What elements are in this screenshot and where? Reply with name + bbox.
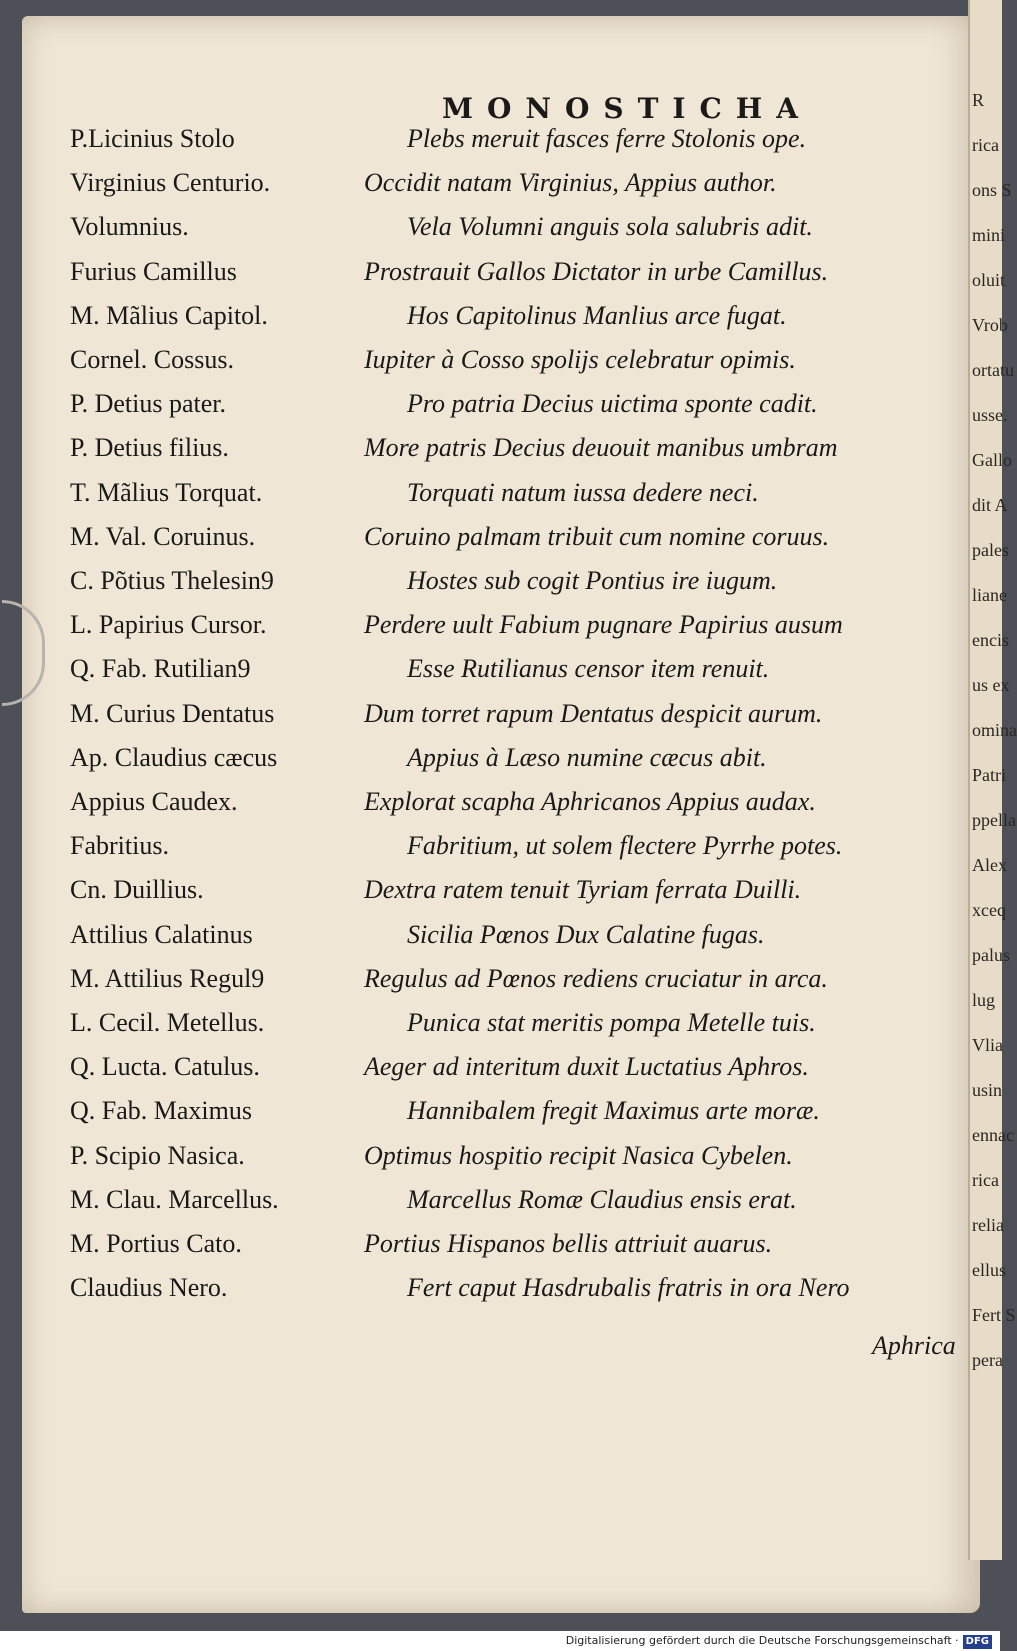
verse-line: Esse Rutilianus censor item renuit. [407, 654, 770, 684]
person-name: Virginius Centurio. [70, 168, 271, 198]
person-name: P. Detius pater. [70, 389, 226, 419]
table-row [22, 212, 980, 257]
table-row [22, 478, 980, 523]
verse-line: Optimus hospitio recipit Nasica Cybelen. [364, 1140, 793, 1170]
person-name: Fabritius. [70, 831, 169, 861]
verse-line: Hos Capitolinus Manlius arce fugat. [407, 300, 787, 330]
facing-page-fragment: ons S [972, 180, 1012, 200]
person-name: L. Papirius Cursor. [70, 610, 267, 640]
verse-line: Fabritium, ut solem flectere Pyrrhe potes. [407, 831, 843, 861]
person-name: T. Mãlius Torquat. [70, 477, 263, 507]
facing-page-fragment: ellus [972, 1260, 1006, 1280]
person-name: Ap. Claudius cæcus [70, 742, 278, 772]
table-row [22, 699, 980, 744]
table-row [22, 610, 980, 655]
verse-line: Marcellus Romæ Claudius ensis erat. [407, 1184, 797, 1214]
table-row [22, 168, 980, 213]
table-row [22, 964, 980, 1009]
verse-line: Hannibalem fregit Maximus arte moræ. [407, 1096, 820, 1126]
facing-page-fragment: lug [972, 990, 996, 1010]
verse-line: Iupiter à Cosso spolijs celebratur opimis. [364, 345, 796, 374]
facing-page-fragment: R [972, 90, 985, 110]
book-page [22, 16, 980, 1613]
facing-page-fragment: ortatu [972, 360, 1014, 380]
facing-page-fragment: rica [972, 135, 999, 155]
person-name: P. Detius filius. [70, 433, 229, 463]
verse-line: Sicilia Pœnos Dux Calatine fugas. [407, 919, 765, 949]
digitization-footer [0, 1631, 1000, 1651]
person-name: Cornel. Cossus. [70, 345, 234, 374]
person-name: Claudius Nero. [70, 1273, 228, 1303]
facing-page-fragment: palus [972, 945, 1010, 965]
facing-page-fragment: oluit [972, 270, 1006, 290]
verse-line: Occidit natam Virginius, Appius author. [364, 168, 777, 198]
table-row [22, 1229, 980, 1274]
table-row [22, 1185, 980, 1230]
verse-line: More patris Decius deuouit manibus umbram [364, 433, 838, 463]
person-name: M. Curius Dentatus [70, 698, 275, 728]
facing-page-fragment: omina [972, 720, 1017, 740]
table-row [22, 301, 980, 346]
facing-page-fragment: usin [972, 1080, 1003, 1100]
table-row [22, 743, 980, 788]
footer-text: Digitalisierung gefördert durch die Deutsche Forschungsgemeinschaft · [565, 1634, 959, 1647]
table-row [22, 920, 980, 965]
table-row [22, 831, 980, 876]
person-name: Q. Fab. Maximus [70, 1096, 252, 1126]
table-row [22, 1008, 980, 1053]
table-row [22, 124, 980, 169]
verse-line: Punica stat meritis pompa Metelle tuis. [407, 1008, 816, 1037]
facing-page-fragment: ppella [972, 810, 1016, 830]
facing-page-fragment: Vlia [972, 1035, 1003, 1055]
page-header: MONOSTICHA [442, 92, 812, 125]
person-name: Attilius Calatinus [70, 919, 253, 949]
table-row [22, 566, 980, 611]
verse-line: Regulus ad Pœnos rediens cruciatur in arca. [364, 963, 828, 993]
verse-line: Dextra ratem tenuit Tyriam ferrata Duilli. [364, 875, 802, 905]
verse-line: Torquati natum iussa dedere neci. [407, 477, 759, 507]
verse-line: Explorat scapha Aphricanos Appius audax. [364, 787, 816, 816]
person-name: Volumnius. [70, 212, 189, 242]
verse-line: Perdere uult Fabium pugnare Papirius ausum [364, 610, 843, 640]
person-name: M. Attilius Regul9 [70, 963, 265, 993]
verse-line: Appius à Læso numine cæcus abit. [407, 742, 767, 772]
facing-page-fragment: pera [972, 1350, 1003, 1370]
facing-page-fragment: usse. [972, 405, 1008, 425]
facing-page-fragment: dit A [972, 495, 1008, 515]
verse-line: Fert caput Hasdrubalis fratris in ora Nero [407, 1273, 850, 1303]
facing-page-fragment: xceq [972, 900, 1006, 920]
table-row [22, 1096, 980, 1141]
facing-page-fragment: mini [972, 225, 1006, 245]
facing-page-fragment: pales [972, 540, 1009, 560]
table-row [22, 875, 980, 920]
facing-page-fragment: relia [972, 1215, 1004, 1235]
person-name: P.Licinius Stolo [70, 124, 235, 153]
person-name: M. Val. Coruinus. [70, 521, 256, 551]
facing-page-fragment: ennac [972, 1125, 1014, 1145]
verse-line: Prostrauit Gallos Dictator in urbe Camillus. [364, 256, 829, 286]
verse-line: Vela Volumni anguis sola salubris adit. [407, 212, 813, 242]
verse-line: Pro patria Decius uictima sponte cadit. [407, 389, 818, 419]
facing-page-fragment: us ex [972, 675, 1010, 695]
facing-page-fragment: Gallo [972, 450, 1012, 470]
person-name: Furius Camillus [70, 256, 237, 286]
table-row [22, 1052, 980, 1097]
table-row [22, 257, 980, 302]
person-name: Q. Fab. Rutilian9 [70, 654, 251, 684]
table-row [22, 345, 980, 390]
person-name: C. Põtius Thelesin9 [70, 566, 274, 595]
verse-line: Hostes sub cogit Pontius ire iugum. [407, 566, 778, 595]
facing-page-fragment: encis [972, 630, 1009, 650]
table-row [22, 1141, 980, 1186]
person-name: P. Scipio Nasica. [70, 1140, 245, 1170]
person-name: M. Portius Cato. [70, 1229, 242, 1258]
table-row [22, 1273, 980, 1318]
table-row [22, 522, 980, 567]
verse-line: Dum torret rapum Dentatus despicit aurum. [364, 698, 823, 728]
dfg-logo: DFG [963, 1635, 992, 1649]
person-name: Q. Lucta. Catulus. [70, 1052, 260, 1082]
verse-continuation: Aphrica [872, 1331, 956, 1360]
verse-line: Aeger ad interitum duxit Luctatius Aphros. [364, 1052, 809, 1082]
facing-page-fragment: Vrob [972, 315, 1008, 335]
facing-page-fragment: rica [972, 1170, 999, 1190]
table-row [22, 389, 980, 434]
facing-page-fragment: Fert S [972, 1305, 1016, 1325]
facing-page-fragment: Alex [972, 855, 1007, 875]
table-row [22, 787, 980, 832]
table-row [22, 433, 980, 478]
person-name: M. Clau. Marcellus. [70, 1184, 279, 1214]
person-name: Appius Caudex. [70, 787, 238, 816]
person-name: M. Mãlius Capitol. [70, 300, 268, 330]
verse-line: Plebs meruit fasces ferre Stolonis ope. [407, 124, 807, 153]
verse-line: Coruino palmam tribuit cum nomine coruus. [364, 521, 830, 551]
facing-page-fragment: Patri [972, 765, 1006, 785]
facing-page-fragment: liane [972, 585, 1007, 605]
table-row [22, 654, 980, 699]
person-name: Cn. Duillius. [70, 875, 204, 905]
person-name: L. Cecil. Metellus. [70, 1008, 265, 1037]
verse-line: Portius Hispanos bellis attriuit auarus. [364, 1229, 773, 1258]
